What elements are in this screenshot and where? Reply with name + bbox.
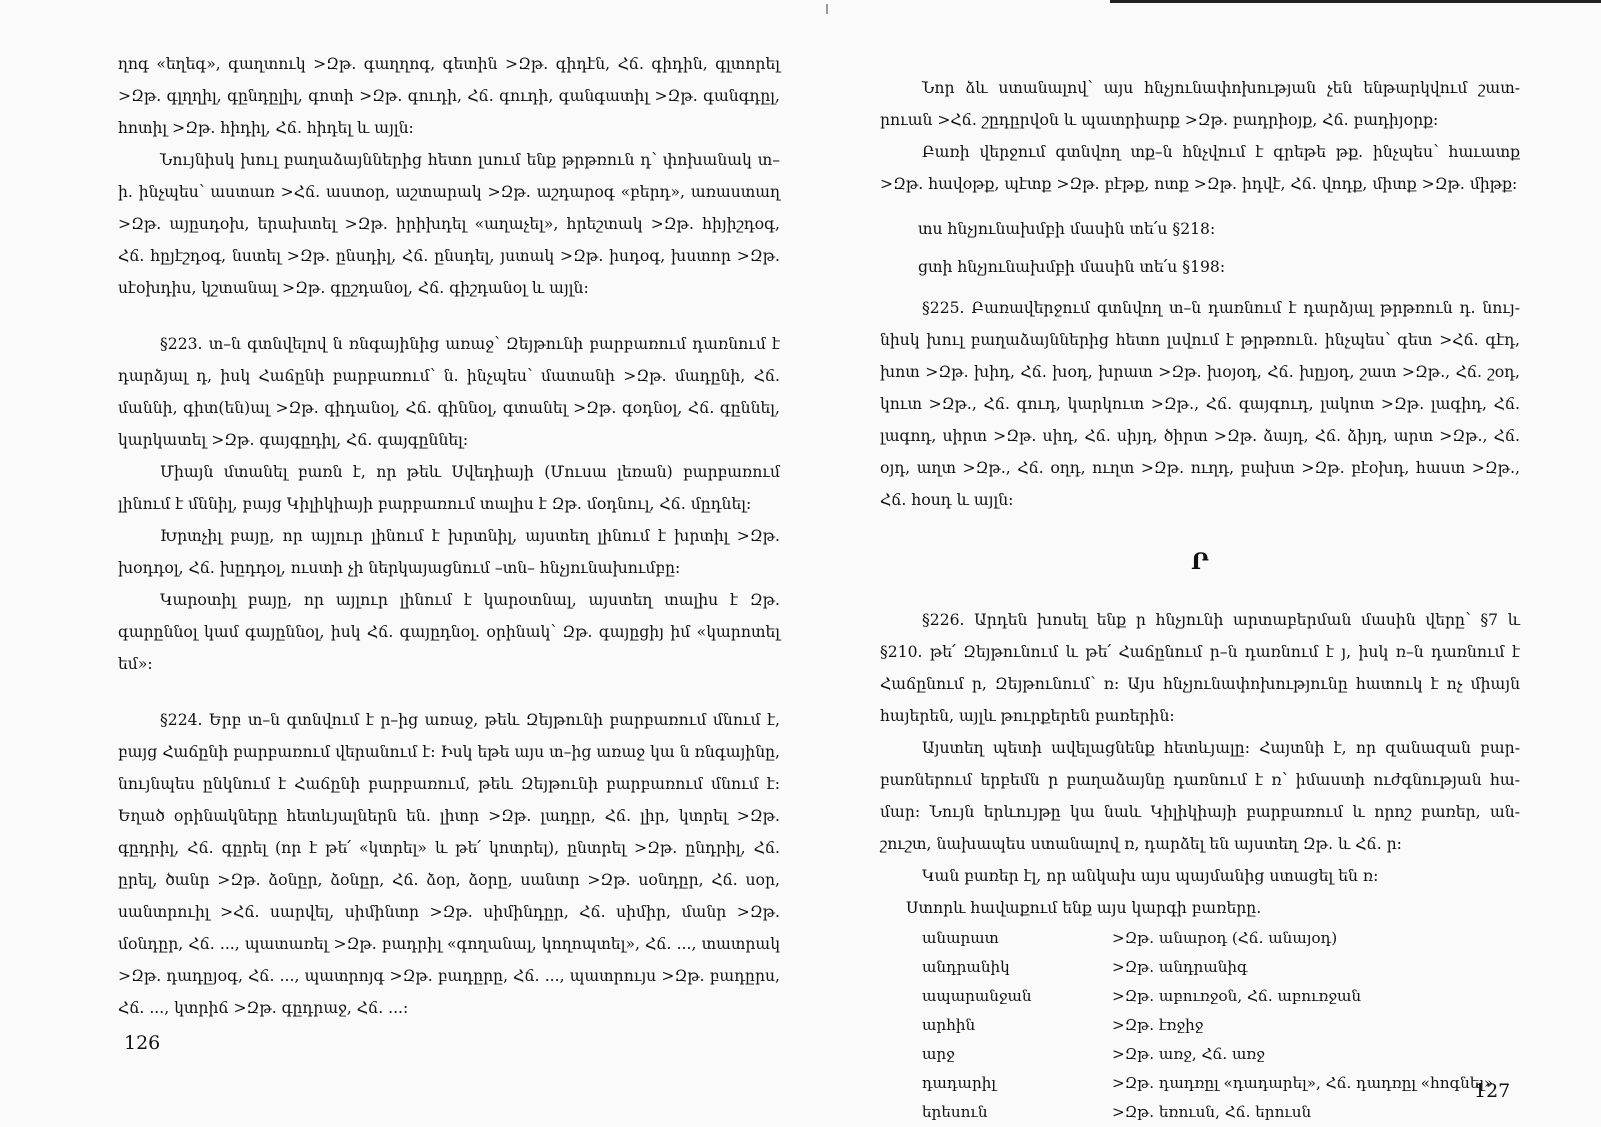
- word-cell: անդրանիկ: [922, 958, 1010, 976]
- paragraph: Բառի վերջում գտնվող տք–ն հնչվում է գրեթե թք. ինչպես՝ հաւատք >Զթ. հավօթք, պէտք >Զթ. բէթք, ոտք >Զթ. իդվէ, Հճ. վոդք, միտք >Զթ. միթք:: [880, 143, 1520, 193]
- forms-cell: >Զթ. եռուսն, Հճ. երուսն: [1112, 1103, 1312, 1121]
- cross-reference-note: ցտի հնչյունախմբի մասին տե՛ս §198:: [918, 258, 1226, 276]
- section-226: §226. Արդեն խոսել ենք ր հնչյունի արտաբերման մասին վերը՝ §7 և §210. թե՛ Զեյթունում և թե՛ Հաճընում ր–ն դառնում է յ, իսկ ռ–ն դառնում է Հաճընում ր, Զեյթունում՝ ռ: Այս հնչյունափոխությունը հատուկ է ոչ միայն հայերեն, այլև թուրքերեն բառերին:: [880, 611, 1520, 725]
- paragraph: Խրտչիլ բայը, որ այլուր լինում է խրտնիլ, այստեղ լինում է խրտիլ >Զթ. խօդդօլ, Հճ. խըդդօլ, ուստի չի ներկայացնում –տն– հնչյունախումբը:: [118, 527, 780, 577]
- table-row: [906, 953, 1493, 982]
- forms-cell: >Զթ. անդրանիգ: [1112, 958, 1248, 976]
- letter-heading: Ր: [1191, 549, 1209, 575]
- section-225: §225. Բառավերջում գտնվող տ–ն դառնում է դարձյալ թրթռուն դ. նույնիսկ խուլ բաղաձայններից հետո լսվում է թրթռուն. ինչպես՝ գետ >Հճ. գէդ, խոտ >Զթ. խիդ, Հճ. խօդ, խրատ >Զթ. խօյօդ, Հճ. խըյօդ, շատ >Զթ., Հճ. շօդ, կուտ >Զթ., Հճ. գուդ, կարկուտ >Զթ., Հճ. գայգուդ, լակոտ >Զթ. լագիդ, Հճ. լագոդ, սիրտ >Զթ. սիդ, Հճ. սիյդ, ծիրտ >Զթ. ձայդ, Հճ. ձիյդ, արտ >Զթ., Հճ. օյդ, աղտ >Զթ., Հճ. օղդ, ուղտ >Զթ. ուղդ, բախտ >Զթ. բէօխդ, հաստ >Զթ., Հճ. հօսդ և այլն:: [880, 299, 1520, 509]
- paragraph: Նոր ձև ստանալով՝ այս հնչյունափոխության չեն ենթարկվում շատրուան >Հճ. շըդըրվօն և պատրիարք >Զթ. բադրիօյք, Հճ. բադիյօրք:: [880, 79, 1520, 129]
- forms-cell: >Զթ. դադռըլ «դադարել», Հճ. դադռըլ «հոգնել»: [1112, 1074, 1494, 1092]
- paragraph: Միայն մտանել բառն է, որ թեև Սվեդիայի (Մուսա լեռան) բարբառում լինում է մննիլ, բայց Կիլիկիայի բարբառում տալիս է Զթ. մօդնուլ, Հճ. մըդնել:: [118, 463, 780, 513]
- page-number-right: 127: [1474, 1080, 1511, 1102]
- table-row: [906, 1040, 1493, 1069]
- forms-cell: >Զթ. անարօդ (Հճ. անայօդ): [1112, 929, 1338, 947]
- forms-cell: >Զթ. առջ, Հճ. առջ: [1112, 1045, 1265, 1063]
- cross-reference-note: տս հնչյունախմբի մասին տե՛ս §218:: [918, 220, 1216, 238]
- word-cell: դադարիլ: [922, 1074, 996, 1092]
- word-cell: արհին: [922, 1016, 976, 1034]
- table-row: [906, 924, 1493, 953]
- right-page: [880, 72, 1520, 1127]
- scan-edge-line: [1110, 0, 1601, 3]
- table-row: [906, 1011, 1493, 1040]
- word-list-intro: Ստորև հավաքում ենք այս կարգի բառերը.: [906, 899, 1262, 917]
- word-cell: երեսուն: [922, 1103, 988, 1121]
- paragraph: Այստեղ պետի ավելացնենք հետևյալը: Հայտնի է, որ զանազան բարբառներում երբեմն ր բաղաձայնը դառնում է ռ՝ իմաստի ուժգնության համար: Նույն երևույթը կա նաև Կիլիկիայի բարբառում և որոշ բառեր, անշուշտ, նախապես ստանալով ռ, դարձել են այստեղ Զթ. և Հճ. ր:: [880, 739, 1520, 853]
- word-cell: արջ: [922, 1045, 955, 1063]
- table-row: [906, 982, 1493, 1011]
- paragraph: Կան բառեր էլ, որ անկախ այս պայմանից ստացել են ռ:: [922, 867, 1379, 885]
- word-cell: անարատ: [922, 929, 999, 947]
- word-list-table: [906, 924, 1493, 1127]
- left-page: [118, 48, 780, 1024]
- word-cell: ապարանջան: [922, 987, 1032, 1005]
- section-223: §223. տ–ն գտնվելով ն ռնգայինից առաջ՝ Զեյթունի բարբառում դառնում է դարձյալ դ, իսկ Հաճընի բարբառում՝ ն. ինչպես՝ մատանի >Զթ. մադընի, Հճ. մաննի, գիտ(են)ալ >Զթ. գիդանօլ, Հճ. գիննօլ, գտանել >Զթ. գօդնօլ, Հճ. գըննել, կարկատել >Զթ. գայգըդիլ, Հճ. գայգըննել:: [118, 335, 780, 449]
- paragraph-continuation: ղոգ «եղեգ», գաղտուկ >Զթ. գաղղոգ, գետին >Զթ. գիդէն, Հճ. գիդին, գլտորել >Զթ. գլղղիլ, գընդըլիլ, գոտի >Զթ. գուդի, Հճ. գուդի, գանգատիլ >Զթ. գանգդըլ, հոտիլ >Զթ. հիդիլ, Հճ. հիդել և այլն:: [118, 55, 780, 137]
- page-number-left: 126: [124, 1032, 161, 1054]
- section-224: §224. Երբ տ–ն գտնվում է ր–ից առաջ, թեև Զեյթունի բարբառում մնում է, բայց Հաճընի բարբառում վերանում է: Իսկ եթե այս տ–ից առաջ կա ն ռնգայինը, նույնպես ընկնում է Հաճընի բարբառում, թեև Զեյթունի բարբառում մնում է: Եղած օրինակները հետևյալներն են. լիտր >Զթ. լադըր, Հճ. լիր, կտրել >Զթ. գըդրիլ, Հճ. գըրել (որ է թե՛ «կտրել» և թե՛ կոտրել), ընտրել >Զթ. ընդրիլ, Հճ. ըրել, ծանր >Զթ. ձօնըր, ձօնըր, Հճ. ձօր, ձօրը, սանտր >Զթ. սօնդըր, Հճ. սօր, սանտրուիլ >Հճ. սարվել, սիմինտր >Զթ. սիմինդըր, Հճ. սիմիր, մանր >Զթ. մօնդըր, Հճ. ..., պատառել >Զթ. բադրիլ «գողանալ, կողոպտել», Հճ. ..., տատրակ >Զթ. դադըյօգ, Հճ. ..., պատրոյգ >Զթ. բադըրը, Հճ. ..., պատրույս >Զթ. բադըրս, Հճ. ..., կտրիճ >Զթ. գըդրաջ, Հճ. ...:: [118, 711, 780, 1017]
- paragraph: Կարօտիլ բայը, որ այլուր լինում է կարօտնալ, այստեղ տալիս է Զթ. գարըննօլ կամ գայըննօլ, իսկ Հճ. գայըդնօլ. օրինակ՝ Զթ. գայըցիյ իմ «կարոտել եմ»:: [118, 591, 780, 673]
- gutter-mark: [826, 4, 828, 14]
- table-row: [906, 1069, 1493, 1098]
- forms-cell: >Զթ. էռջիջ: [1112, 1016, 1204, 1034]
- forms-cell: >Զթ. աբուռջօն, Հճ. աբուռջան: [1112, 987, 1362, 1005]
- table-row: [906, 1098, 1493, 1127]
- paragraph: Նույնիսկ խուլ բաղաձայններից հետո լսում ենք թրթռուն դ՝ փոխանակ տ–ի. ինչպես՝ աստառ >Հճ. աստօր, աշտարակ >Զթ. աշդարօգ «բերդ», առաստաղ >Զթ. այըսդօխ, երախտել >Զթ. իրիխդել «աղաչել», հրեշտակ >Զթ. հիյիշդօգ, Հճ. հըյէշդօգ, նստել >Զթ. ընսդիլ, Հճ. ընսդել, յստակ >Զթ. իսդօգ, խստոր >Զթ. սէօխդիս, կշտանալ >Զթ. գըշդանօլ, Հճ. գիշդանօլ և այլն:: [118, 151, 780, 297]
